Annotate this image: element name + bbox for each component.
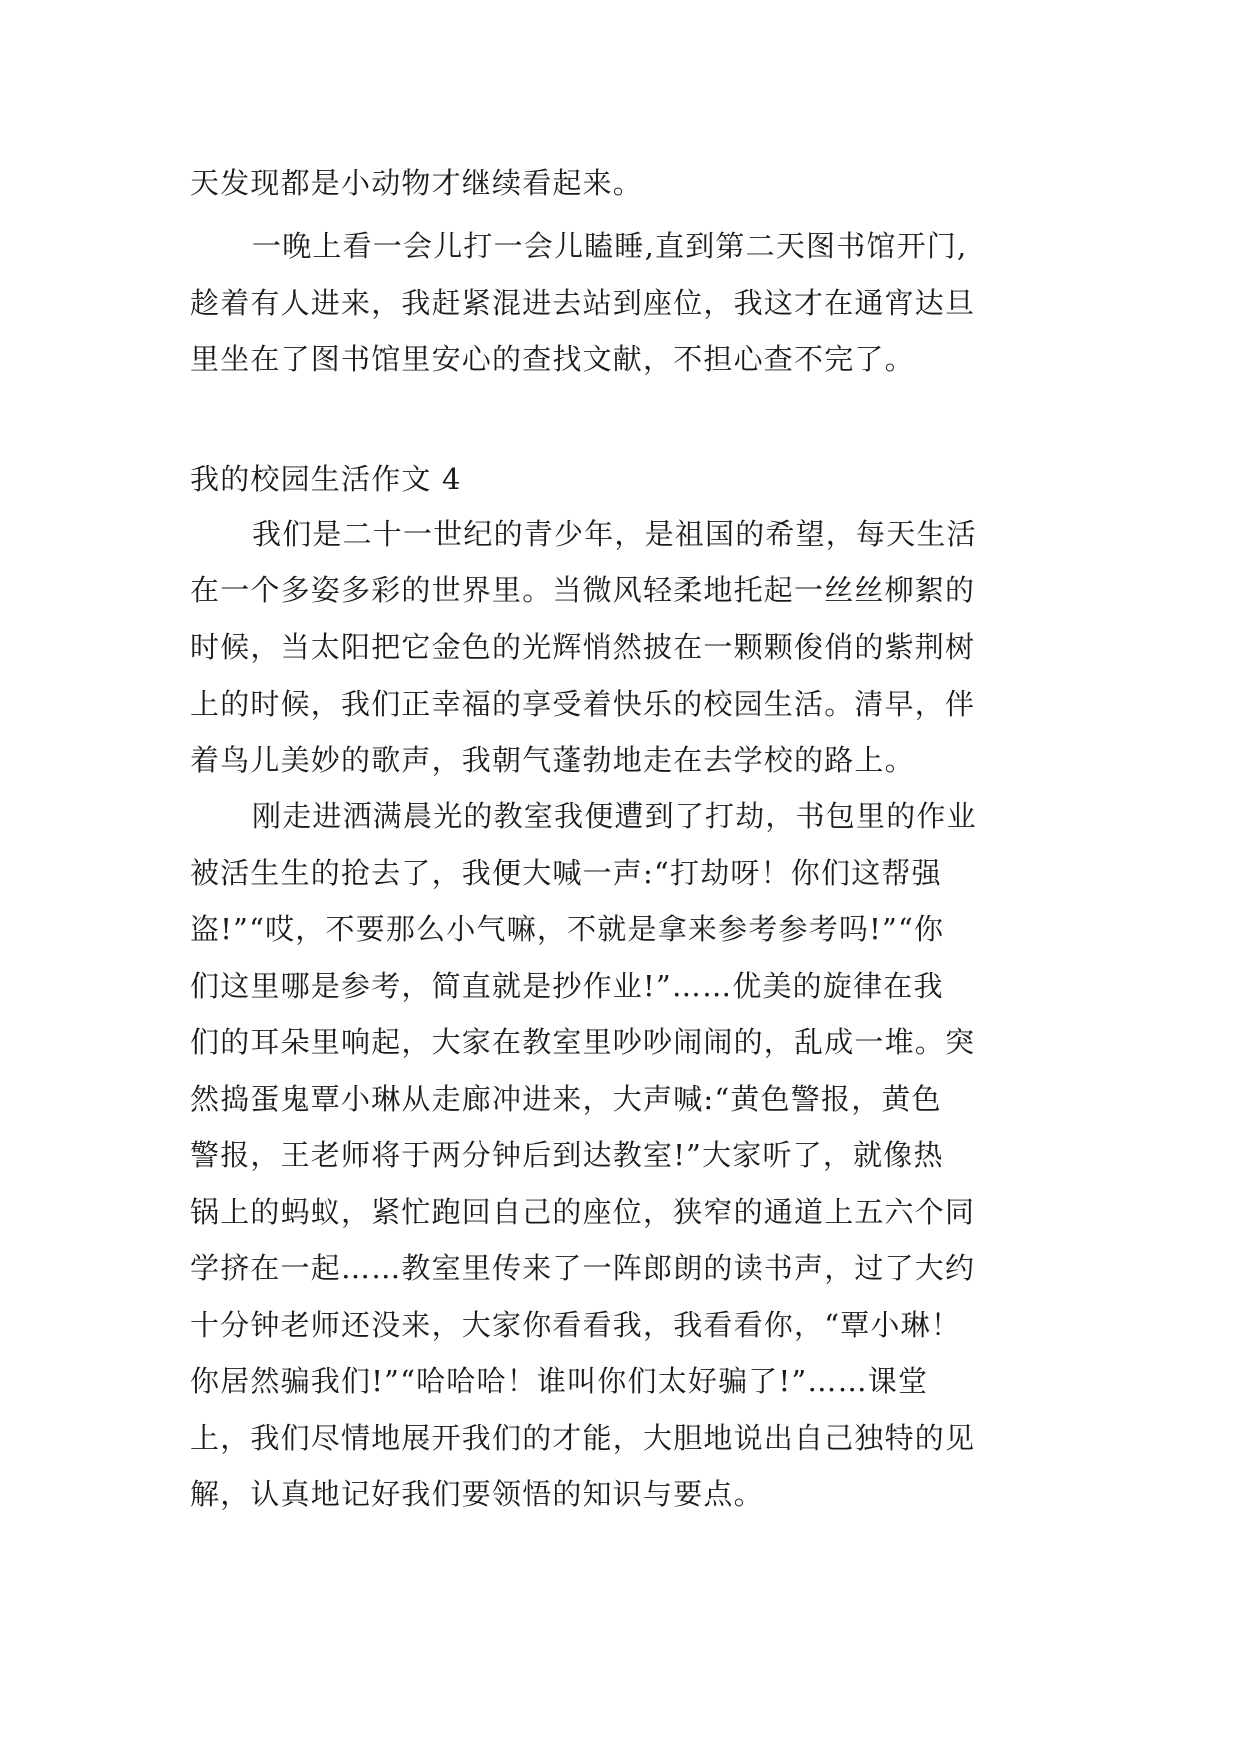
paragraph-line: 上的时候，我们正幸福的享受着快乐的校园生活。清早，伴: [190, 687, 976, 721]
paragraph-line: 里坐在了图书馆里安心的查找文献，不担心查不完了。: [190, 342, 915, 376]
paragraph-line: 一晚上看一会儿打一会儿瞌睡,直到第二天图书馆开门,: [252, 229, 968, 263]
paragraph-line: 刚走进洒满晨光的教室我便遭到了打劫，书包里的作业: [252, 799, 977, 833]
paragraph-line: 学挤在一起……教室里传来了一阵郎朗的读书声，过了大约: [190, 1251, 976, 1285]
paragraph-line: 天发现都是小动物才继续看起来。: [190, 166, 644, 200]
paragraph-line: 在一个多姿多彩的世界里。当微风轻柔地托起一丝丝柳絮的: [190, 573, 976, 607]
paragraph-line: 盗!”“哎，不要那么小气嘛，不就是拿来参考参考吗!”“你: [190, 912, 945, 946]
paragraph-line: 锅上的蚂蚁，紧忙跑回自己的座位，狭窄的通道上五六个同: [190, 1195, 976, 1229]
paragraph-line: 被活生生的抢去了，我便大喊一声:“打劫呀！你们这帮强: [190, 856, 942, 890]
paragraph-line: 我们是二十一世纪的青少年，是祖国的希望，每天生活: [252, 517, 977, 551]
paragraph-line: 们这里哪是参考，简直就是抄作业!”……优美的旋律在我: [190, 969, 944, 1003]
paragraph-line: 们的耳朵里响起，大家在教室里吵吵闹闹的，乱成一堆。突: [190, 1025, 976, 1059]
paragraph-line: 着鸟儿美妙的歌声，我朝气蓬勃地走在去学校的路上。: [190, 743, 915, 777]
paragraph-line: 上，我们尽情地展开我们的才能，大胆地说出自己独特的见: [190, 1421, 976, 1455]
paragraph-line: 时候，当太阳把它金色的光辉悄然披在一颗颗俊俏的紫荆树: [190, 630, 976, 664]
paragraph-line: 十分钟老师还没来，大家你看看我，我看看你，“覃小琳！: [190, 1308, 962, 1342]
paragraph-line: 趁着有人进来，我赶紧混进去站到座位，我这才在通宵达旦: [190, 286, 976, 320]
paragraph-line: 警报，王老师将于两分钟后到达教室!”大家听了，就像热: [190, 1138, 944, 1172]
paragraph-line: 你居然骗我们!”“哈哈哈！谁叫你们太好骗了!”……课堂: [190, 1364, 929, 1398]
paragraph-line: 然捣蛋鬼覃小琳从走廊冲进来，大声喊:“黄色警报，黄色: [190, 1082, 942, 1116]
paragraph-line: 解，认真地记好我们要领悟的知识与要点。: [190, 1477, 764, 1511]
section-heading: 我的校园生活作文 4: [190, 462, 462, 496]
